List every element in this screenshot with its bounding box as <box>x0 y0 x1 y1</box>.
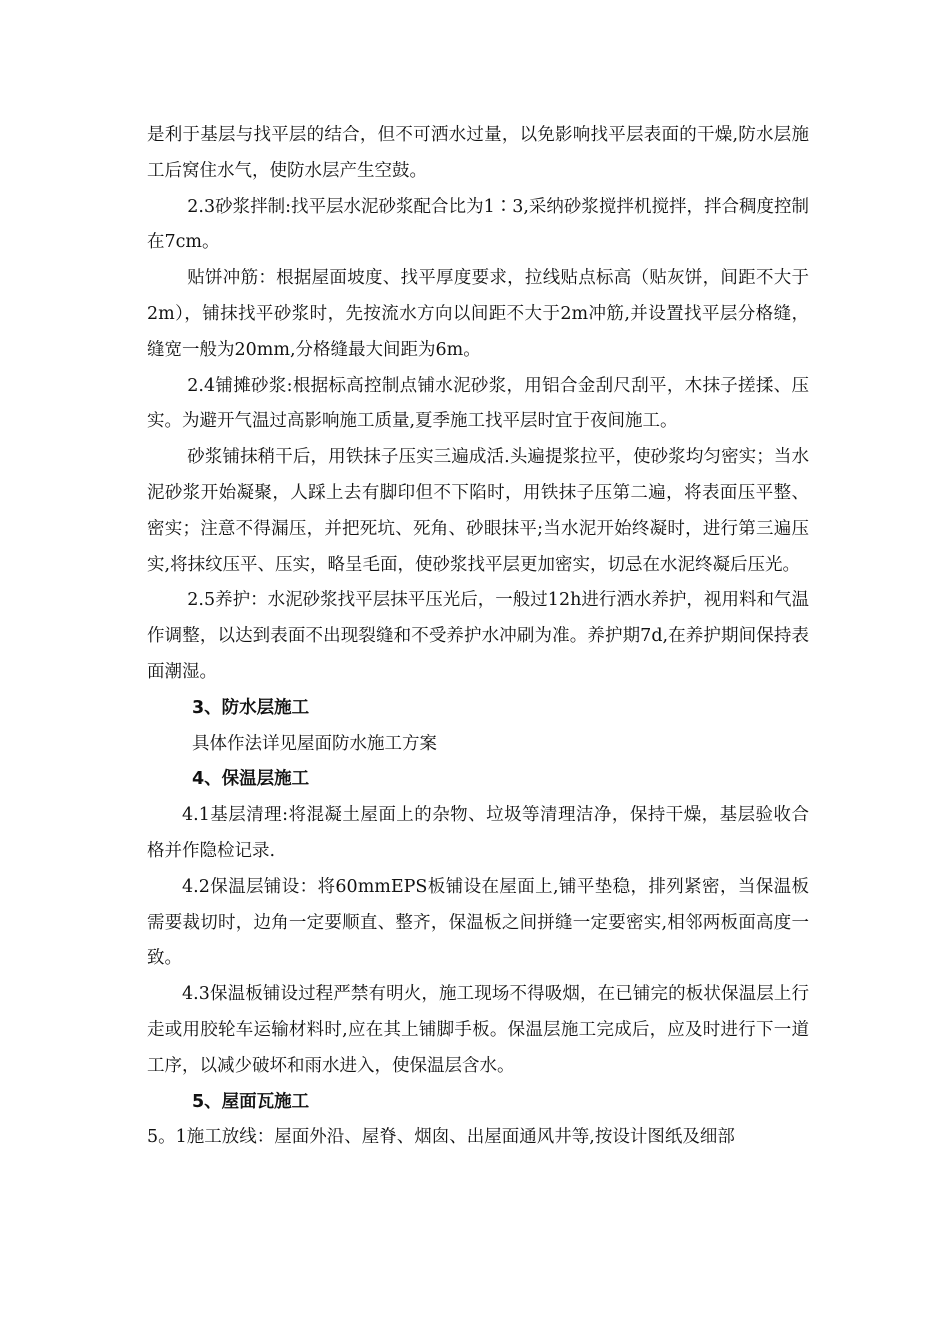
paragraph-troweling: 砂浆铺抹稍干后，用铁抹子压实三遍成活.头遍提浆拉平，使砂浆均匀密实；当水泥砂浆开始凝聚，人踩上去有脚印但不下陷时，用铁抹子压第二遍，将表面压平整、密实；注意不得漏压，并把死坑、死角、砂眼抹平;当水泥开始终凝时，进行第三遍压实,将抹纹压平、压实，略呈毛面，使砂浆找平层更加密实，切忌在水泥终凝后压光。 <box>147 447 809 575</box>
document-body <box>147 118 809 1156</box>
section-heading-insulation: 4、保温层施工 <box>192 769 310 790</box>
paragraph-mortar-mixing: 2.3砂浆拌制:找平层水泥砂浆配合比为1∶3,采纳砂浆搅拌机搅拌，拌合稠度控制在7cm。 <box>147 196 809 253</box>
paragraph-screeding: 贴饼冲筋：根据屋面坡度、找平厚度要求，拉线贴点标高（贴灰饼，间距不大于2m），铺抹找平砂浆时，先按流水方向以间距不大于2m冲筋,并设置找平层分格缝，缝宽一般为20mm,分格缝最大间距为6m。 <box>147 268 809 360</box>
paragraph-layout-setting: 5。1施工放线：屋面外沿、屋脊、烟囱、出屋面通风井等,按设计图纸及细部 <box>147 1127 735 1148</box>
paragraph-insulation-laying: 4.2保温层铺设：将60mmEPS板铺设在屋面上,铺平垫稳，排列紧密，当保温板需要裁切时，边角一定要顺直、整齐，保温板之间拼缝一定要密实,相邻两板面高度一致。 <box>147 876 809 969</box>
section-heading-roof-tiles: 5、屋面瓦施工 <box>192 1091 310 1112</box>
paragraph-insulation-safety: 4.3保温板铺设过程严禁有明火，施工现场不得吸烟，在已铺完的板状保温层上行走或用胶轮车运输材料时,应在其上铺脚手板。保温层施工完成后，应及时进行下一道工序，以减少破坏和雨水进入，使保温层含水。 <box>147 984 809 1076</box>
paragraph-base-cleaning: 4.1基层清理:将混凝土屋面上的杂物、垃圾等清理洁净，保持干燥，基层验收合格并作隐检记录. <box>147 805 809 861</box>
paragraph-curing: 2.5养护：水泥砂浆找平层抹平压光后，一般过12h进行洒水养护，视用料和气温作调整，以达到表面不出现裂缝和不受养护水冲刷为准。养护期7d,在养护期间保持表面潮湿。 <box>147 590 809 682</box>
paragraph-mortar-spreading: 2.4铺摊砂浆:根据标高控制点铺水泥砂浆，用铝合金刮尺刮平，木抹子搓揉、压实。为避开气温过高影响施工质量,夏季施工找平层时宜于夜间施工。 <box>147 375 809 432</box>
paragraph-waterproofing-ref: 具体作法详见屋面防水施工方案 <box>192 733 437 754</box>
paragraph-continuation: 是利于基层与找平层的结合，但不可洒水过量，以免影响找平层表面的干燥,防水层施工后窝住水气，使防水层产生空鼓。 <box>147 125 809 181</box>
section-heading-waterproofing: 3、防水层施工 <box>192 697 310 718</box>
